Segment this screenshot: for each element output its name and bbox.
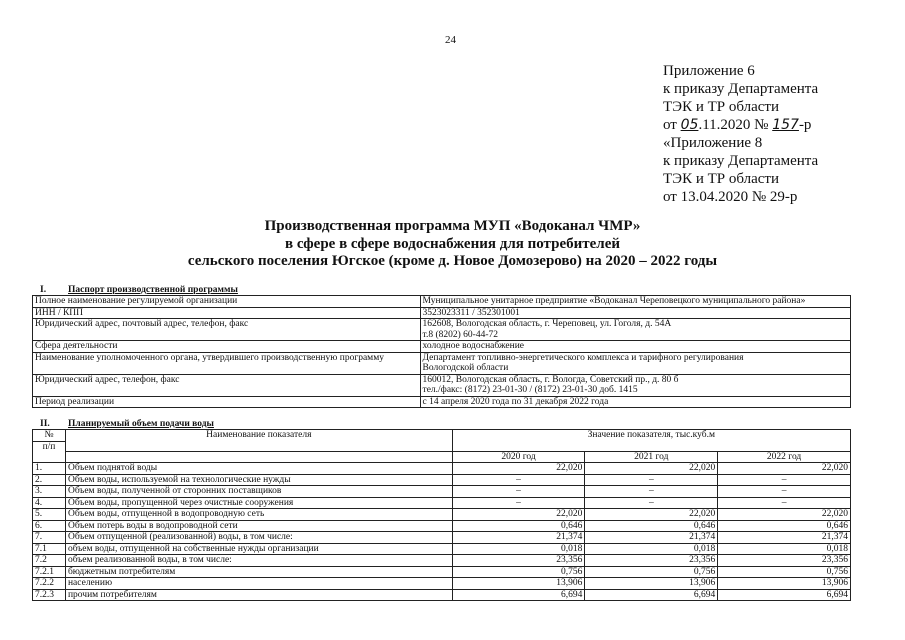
- col-header-name-spacer: [65, 451, 452, 463]
- passport-row: [33, 396, 851, 408]
- row-value: 6,694: [718, 589, 851, 601]
- row-value: 0,646: [718, 520, 851, 532]
- row-number: 6.: [33, 520, 66, 532]
- row-value: 13,906: [585, 578, 718, 590]
- row-number: 7.2: [33, 555, 66, 567]
- passport-value: [420, 352, 850, 374]
- row-value: 0,018: [585, 543, 718, 555]
- row-value: –: [585, 474, 718, 486]
- table-row: [33, 555, 851, 567]
- row-number: 7.1: [33, 543, 66, 555]
- col-header-num: №: [33, 430, 66, 442]
- row-name: населению: [65, 578, 452, 590]
- document-title: [0, 218, 905, 271]
- section-title: Паспорт производственной программы: [68, 285, 238, 295]
- table-row: [33, 463, 851, 475]
- passport-value-line: Департамент топливно-энергетического комплекса и тарифного регулирования: [422, 352, 744, 363]
- section-title: Планируемый объем подачи воды: [68, 419, 214, 429]
- row-value: 22,020: [718, 509, 851, 521]
- table-row: [33, 520, 851, 532]
- appendix-block: [663, 62, 818, 206]
- title-line: в сфере в сфере водоснабжения для потребителей: [284, 235, 620, 252]
- row-name: Объем воды, отпущенной в водопроводную сеть: [65, 509, 452, 521]
- order-prefix: от: [663, 117, 681, 133]
- row-value: 0,018: [718, 543, 851, 555]
- row-value: 23,356: [718, 555, 851, 567]
- row-value: –: [452, 497, 585, 509]
- table-row: [33, 543, 851, 555]
- row-number: 7.2.2: [33, 578, 66, 590]
- passport-value-line: Муниципальное унитарное предприятие «Водоканал Череповецкого муниципального района»: [422, 296, 806, 306]
- row-value: –: [452, 474, 585, 486]
- handwritten-number: 157: [772, 117, 799, 133]
- year-header: 2020 год: [452, 451, 585, 463]
- row-value: 21,374: [585, 532, 718, 544]
- passport-table: [32, 295, 851, 408]
- row-value: –: [718, 486, 851, 498]
- row-name: Объем потерь воды в водопроводной сети: [65, 520, 452, 532]
- row-number: 7.: [33, 532, 66, 544]
- row-name: объем воды, отпущенной на собственные нужды организации: [65, 543, 452, 555]
- section-number: I.: [40, 285, 47, 295]
- col-header-name: Наименование показателя: [65, 430, 452, 452]
- row-number: 2.: [33, 474, 66, 486]
- page-number: 24: [445, 34, 456, 46]
- passport-label: Наименование уполномоченного органа, утвердившего производственную программу: [33, 352, 421, 374]
- passport-value: [420, 341, 850, 353]
- row-name: Объем воды, полученной от сторонних поставщиков: [65, 486, 452, 498]
- order-date: .11.2020 №: [698, 117, 773, 133]
- passport-value-line: с 14 апреля 2020 года по 31 декабря 2022 года: [422, 396, 609, 407]
- appendix-order-line: [663, 116, 818, 134]
- passport-value-line: 162608, Вологодская область, г. Череповец, ул. Гоголя, д. 54А: [422, 319, 672, 329]
- passport-value: [420, 296, 850, 308]
- row-value: 0,756: [718, 566, 851, 578]
- passport-label: Полное наименование регулируемой организации: [33, 296, 421, 308]
- row-value: 22,020: [452, 509, 585, 521]
- row-value: 23,356: [452, 555, 585, 567]
- row-value: 21,374: [452, 532, 585, 544]
- col-header-num-sub: п/п: [33, 441, 66, 463]
- passport-value-line: Вологодской области: [422, 363, 509, 373]
- row-value: 21,374: [718, 532, 851, 544]
- passport-value: [420, 396, 850, 408]
- table-row: [33, 566, 851, 578]
- row-value: –: [585, 497, 718, 509]
- row-name: Объем воды, пропущенной через очистные сооружения: [65, 497, 452, 509]
- handwritten-day: 05: [680, 117, 699, 133]
- passport-value: [420, 319, 850, 341]
- passport-row: [33, 307, 851, 319]
- row-value: 0,646: [585, 520, 718, 532]
- row-value: –: [585, 486, 718, 498]
- row-value: 22,020: [718, 463, 851, 475]
- row-number: 7.2.3: [33, 589, 66, 601]
- row-value: 13,906: [718, 578, 851, 590]
- passport-label: Юридический адрес, почтовый адрес, телефон, факс: [33, 319, 421, 341]
- row-value: 22,020: [585, 463, 718, 475]
- passport-label: ИНН / КПП: [33, 307, 421, 319]
- appendix-line: к приказу Департамента: [663, 153, 819, 169]
- table-row: [33, 497, 851, 509]
- row-number: 4.: [33, 497, 66, 509]
- row-value: 0,018: [452, 543, 585, 555]
- passport-row: [33, 296, 851, 308]
- passport-value-line: 3523023311 / 352301001: [422, 307, 520, 318]
- appendix-line: ТЭК и ТР области: [663, 171, 779, 187]
- passport-label: Период реализации: [33, 396, 421, 408]
- title-line: Производственная программа МУП «Водоканал ЧМР»: [264, 218, 641, 234]
- row-name: Объем отпущенной (реализованной) воды, в том числе:: [65, 532, 452, 544]
- appendix-line: Приложение 6: [663, 63, 755, 79]
- passport-value: [420, 307, 850, 319]
- section-2-heading: [40, 419, 214, 429]
- passport-value-line: 160012, Вологодская область, г. Вологда, Советский пр., д. 80 б: [422, 374, 679, 385]
- passport-value-line: тел./факс: (8172) 23-01-30 / (8172) 23-01-30 доб. 1415: [422, 385, 638, 395]
- row-name: Объем воды, используемой на технологические нужды: [65, 474, 452, 486]
- row-number: 5.: [33, 509, 66, 521]
- row-value: 22,020: [585, 509, 718, 521]
- row-value: 0,756: [452, 566, 585, 578]
- row-value: 0,756: [585, 566, 718, 578]
- year-header: 2021 год: [585, 451, 718, 463]
- passport-label: Сфера деятельности: [33, 341, 421, 353]
- section-1-heading: [40, 285, 238, 295]
- appendix-line: от 13.04.2020 № 29-р: [663, 189, 798, 205]
- passport-value: [420, 374, 850, 396]
- row-name: объем реализованной воды, в том числе:: [65, 555, 452, 567]
- order-suffix: -р: [798, 117, 812, 133]
- table-row: [33, 509, 851, 521]
- row-value: –: [452, 486, 585, 498]
- row-value: 22,020: [452, 463, 585, 475]
- row-value: 23,356: [585, 555, 718, 567]
- row-value: –: [718, 474, 851, 486]
- table-row: [33, 486, 851, 498]
- row-value: 6,694: [452, 589, 585, 601]
- passport-value-line: холодное водоснабжение: [422, 341, 525, 351]
- appendix-line: «Приложение 8: [663, 135, 763, 151]
- passport-row: [33, 374, 851, 396]
- water-supply-table: [32, 429, 851, 601]
- row-number: 7.2.1: [33, 566, 66, 578]
- passport-row: [33, 319, 851, 341]
- row-value: 6,694: [585, 589, 718, 601]
- row-name: Объем поднятой воды: [65, 463, 452, 475]
- row-name: бюджетным потребителям: [65, 566, 452, 578]
- passport-row: [33, 341, 851, 353]
- row-name: прочим потребителям: [65, 589, 452, 601]
- table-row: [33, 474, 851, 486]
- table-row: [33, 589, 851, 601]
- table-row: [33, 532, 851, 544]
- section-number: II.: [40, 419, 50, 429]
- passport-value-line: т.8 (8202) 60-44-72: [422, 329, 499, 340]
- row-number: 3.: [33, 486, 66, 498]
- appendix-line: ТЭК и ТР области: [663, 99, 779, 115]
- col-header-value: Значение показателя, тыс.куб.м: [452, 430, 850, 452]
- row-number: 1.: [33, 463, 66, 475]
- row-value: 13,906: [452, 578, 585, 590]
- passport-row: [33, 352, 851, 374]
- year-header: 2022 год: [718, 451, 851, 463]
- appendix-line: к приказу Департамента: [663, 81, 819, 97]
- title-line: сельского поселения Югское (кроме д. Новое Домозерово) на 2020 – 2022 годы: [187, 253, 718, 269]
- passport-label: Юридический адрес, телефон, факс: [33, 374, 421, 396]
- row-value: 0,646: [452, 520, 585, 532]
- table-row: [33, 578, 851, 590]
- row-value: –: [718, 497, 851, 509]
